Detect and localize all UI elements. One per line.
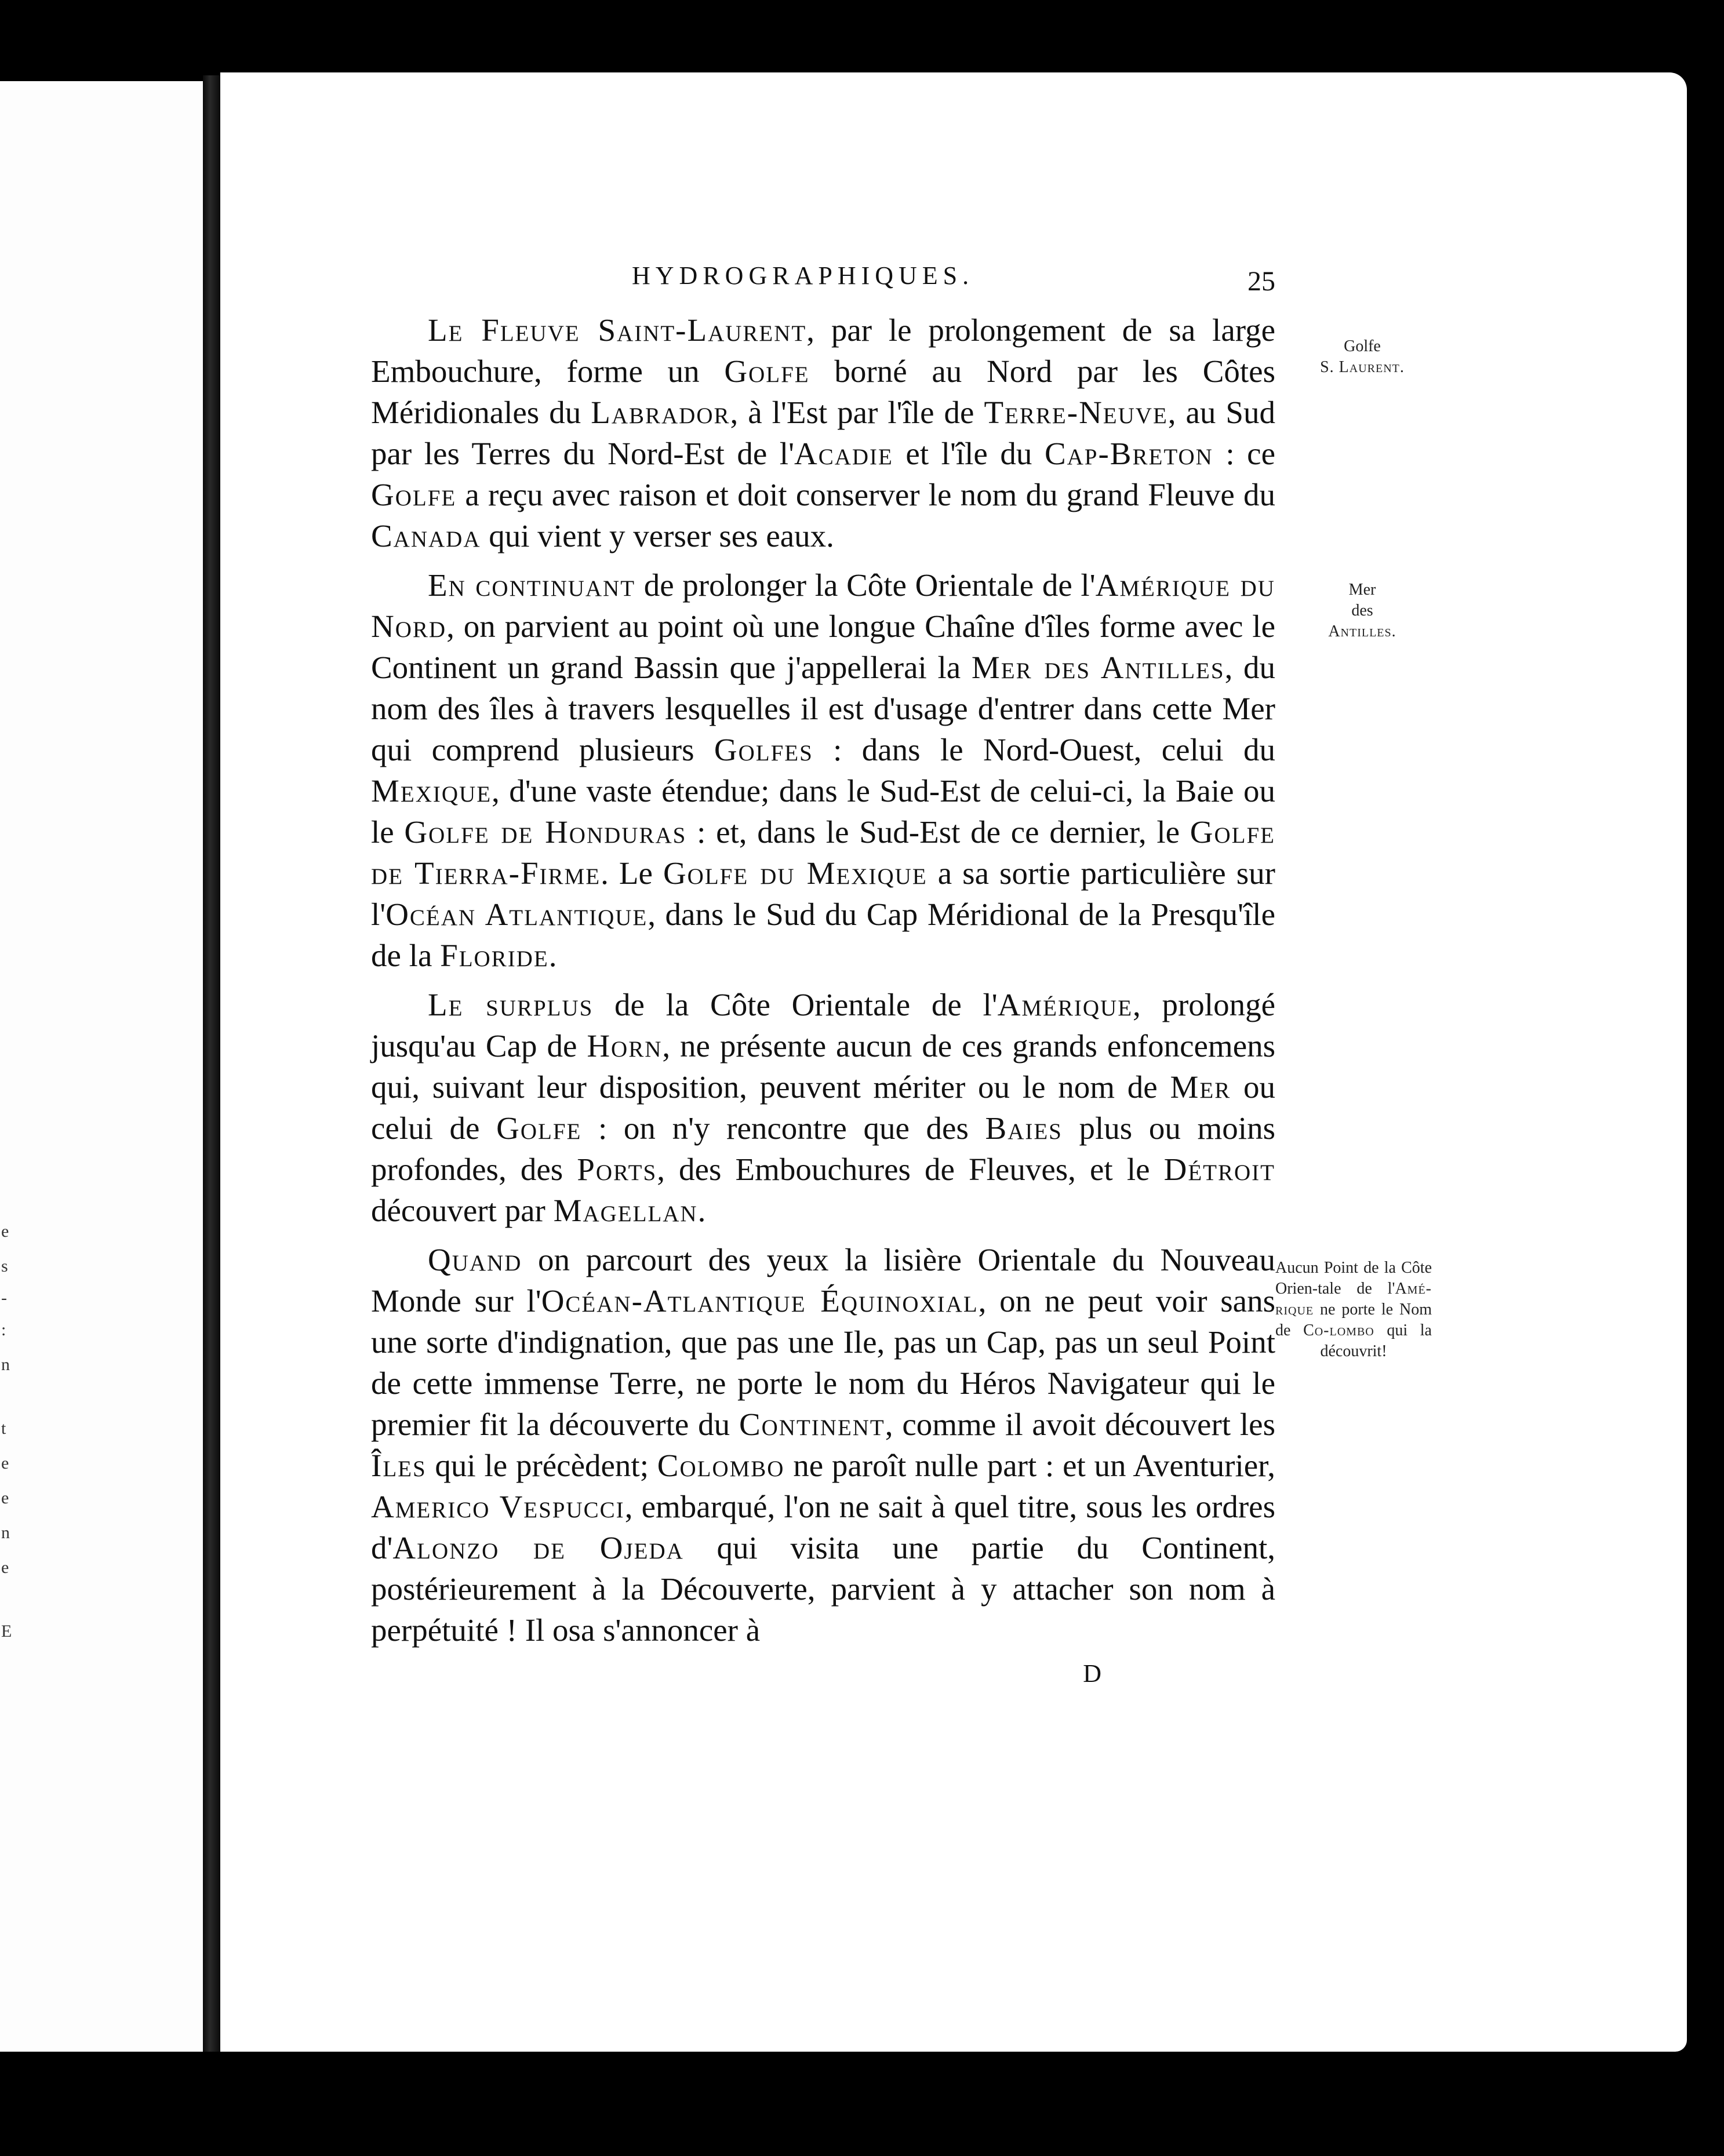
small-caps-term: Terre-Neuve xyxy=(984,395,1168,430)
text-run: qui visita une partie du Continent, postérieurement à la Découverte, parvient à y attacher son nom à perpétuité ! Il osa s'annoncer à xyxy=(371,1530,1275,1648)
text-run: , au Sud par les Terres du Nord-Est de l' xyxy=(371,395,1276,471)
text-run: découvert par xyxy=(371,1193,554,1228)
small-caps-term: Magellan xyxy=(553,1193,698,1228)
small-caps-term: Océan-Atlantique Équinoxial xyxy=(541,1283,979,1319)
left-page-edge-char: E xyxy=(1,1622,12,1641)
small-caps-term: Îles xyxy=(371,1448,427,1483)
text-run: borné au Nord par les Côtes Méridionales du xyxy=(371,354,1275,430)
text-run: Golfe xyxy=(1344,337,1381,355)
text-run: , comme il avoit découvert les xyxy=(885,1407,1275,1442)
small-caps-term: Mexique xyxy=(371,773,492,808)
small-caps-term: Antilles. xyxy=(1328,622,1396,640)
margin-note-golfe xyxy=(1287,336,1438,378)
left-page-edge-char: t xyxy=(1,1419,6,1438)
text-run: : et, dans le Sud-Est de ce dernier, le xyxy=(686,814,1190,850)
text-run: , des Embouchures de Fleuves, et le xyxy=(657,1152,1164,1187)
text-run: qui vient y verser ses eaux. xyxy=(481,518,834,553)
margin-note-aucun-point xyxy=(1275,1258,1432,1362)
text-run: , prolongé jusqu'au Cap de xyxy=(371,987,1275,1064)
left-page-edge-char: e xyxy=(1,1222,9,1241)
small-caps-term: Co-lombo xyxy=(1303,1321,1374,1339)
text-run: plus ou moins profondes, des xyxy=(371,1110,1275,1187)
text-run: , d'une vaste étendue; dans le Sud-Est de celui-ci, la Baie ou le xyxy=(371,773,1275,850)
small-caps-term: Acadie xyxy=(794,436,893,471)
text-run: : ce xyxy=(1213,436,1275,471)
small-caps-term: Alonzo de Ojeda xyxy=(392,1530,684,1565)
left-page-edge-char: : xyxy=(1,1320,6,1339)
small-caps-term: Golfe xyxy=(724,354,810,389)
small-caps-term: Amérique xyxy=(997,987,1133,1022)
text-run: de la Côte Orientale de l' xyxy=(593,987,998,1022)
text-run: : dans le Nord-Ouest, celui du xyxy=(813,732,1275,767)
text-run: . Le xyxy=(601,855,663,891)
small-caps-term: Baies xyxy=(985,1110,1063,1146)
text-run: , ne présente aucun de ces grands enfoncemens qui, suivant leur disposition, peuvent mériter ou le nom de xyxy=(371,1028,1276,1105)
small-caps-term: Labrador xyxy=(591,395,730,430)
paragraph xyxy=(371,984,1275,1231)
text-run: , on parvient au point où une longue Chaîne d'îles forme avec le Continent un grand Bassin que j'appellerai la xyxy=(371,609,1275,685)
text-run: a sa sortie particulière sur l' xyxy=(371,855,1275,932)
text-run: , du nom des îles à travers lesquelles il est d'usage d'entrer dans cette Mer qui comprend plusieurs xyxy=(371,650,1276,767)
left-page-edge-char: - xyxy=(1,1288,7,1308)
paragraph xyxy=(371,309,1275,556)
text-run: , dans le Sud du Cap Méridional de la Presqu'île de la xyxy=(371,897,1275,973)
paragraph xyxy=(371,565,1275,976)
small-caps-term: Golfe xyxy=(496,1110,582,1146)
text-run: de prolonger la Côte Orientale de l' xyxy=(635,567,1096,603)
signature-mark: D xyxy=(1083,1659,1101,1688)
text-run: , on ne peut voir sans une sorte d'indignation, que pas une Ile, pas un Cap, pas un seul Point de cette immense Terre, ne porte le nom du Héros Navigateur qui le premier fit la découverte du xyxy=(371,1283,1275,1442)
left-page xyxy=(0,81,203,2052)
small-caps-term: Le surplus xyxy=(428,987,594,1022)
left-page-edge-char: e xyxy=(1,1488,9,1507)
left-page-edge-char: e xyxy=(1,1454,9,1473)
small-caps-term: Canada xyxy=(371,518,481,553)
left-page-edge-char: e xyxy=(1,1558,9,1577)
text-run: ne porte le Nom de xyxy=(1275,1301,1432,1339)
small-caps-term: Continent xyxy=(739,1407,885,1442)
small-caps-term: Golfe xyxy=(371,477,457,512)
left-page-edge-char: n xyxy=(1,1355,10,1374)
small-caps-term: Mer xyxy=(1170,1069,1231,1105)
small-caps-term: Horn xyxy=(587,1028,663,1064)
small-caps-term: Colombo xyxy=(657,1448,785,1483)
text-run: a reçu avec raison et doit conserver le nom du grand Fleuve du xyxy=(456,477,1275,512)
page-number: 25 xyxy=(1247,266,1275,297)
text-run: , par le prolongement de sa large Embouchure, forme un xyxy=(371,312,1275,389)
small-caps-term: Golfes xyxy=(714,732,813,767)
small-caps-term: Mer des Antilles xyxy=(971,650,1225,685)
small-caps-term: Cap-Breton xyxy=(1044,436,1213,471)
text-run: , embarqué, l'on ne sait à quel titre, sous les ordres d' xyxy=(371,1489,1275,1565)
text-run: ne paroît nulle part : et un Aventurier, xyxy=(784,1448,1275,1483)
text-run: Mer xyxy=(1348,581,1376,599)
small-caps-term: Ports xyxy=(577,1152,657,1187)
small-caps-term: Quand xyxy=(428,1242,522,1277)
left-page-edge-char: n xyxy=(1,1523,10,1542)
small-caps-term: Floride xyxy=(440,938,549,973)
book-gutter xyxy=(203,75,220,2052)
small-caps-term: Golfe de Honduras xyxy=(404,814,687,850)
text-run: ou celui de xyxy=(371,1069,1275,1146)
running-head: HYDROGRAPHIQUES. xyxy=(632,261,974,290)
text-run: on parcourt des yeux la lisière Orientale du Nouveau Monde sur l' xyxy=(371,1242,1275,1319)
small-caps-term: Océan Atlantique xyxy=(385,897,648,932)
left-page-edge-char: s xyxy=(1,1257,8,1276)
small-caps-term: En continuant xyxy=(428,567,636,603)
small-caps-term: Le Fleuve Saint-Laurent xyxy=(428,312,807,348)
paragraph xyxy=(371,1239,1275,1651)
small-caps-term: Amérique du Nord xyxy=(371,567,1275,644)
text-run: : on n'y rencontre que des xyxy=(581,1110,985,1146)
text-run: des xyxy=(1351,602,1373,620)
text-run: qui la découvrit! xyxy=(1320,1321,1432,1360)
text-run: Aucun Point de la Côte Orien-tale de l' xyxy=(1275,1259,1432,1298)
small-caps-term: Détroit xyxy=(1163,1152,1275,1187)
margin-note-mer xyxy=(1287,580,1438,642)
text-run: . xyxy=(697,1193,706,1228)
page-header xyxy=(371,256,1275,309)
text-run: , à l'Est par l'île de xyxy=(730,395,984,430)
small-caps-term: Americo Vespucci xyxy=(371,1489,625,1524)
small-caps-term: Golfe du Mexique xyxy=(663,855,928,891)
text-run: qui le précèdent; xyxy=(426,1448,657,1483)
small-caps-term: S. Laurent. xyxy=(1320,358,1405,376)
page-body xyxy=(371,256,1275,1688)
small-caps-term: Amé-rique xyxy=(1275,1280,1432,1319)
text-run: et l'île du xyxy=(893,436,1045,471)
text-run: . xyxy=(548,938,557,973)
small-caps-term: Golfe de Tierra-Firme xyxy=(371,814,1275,891)
